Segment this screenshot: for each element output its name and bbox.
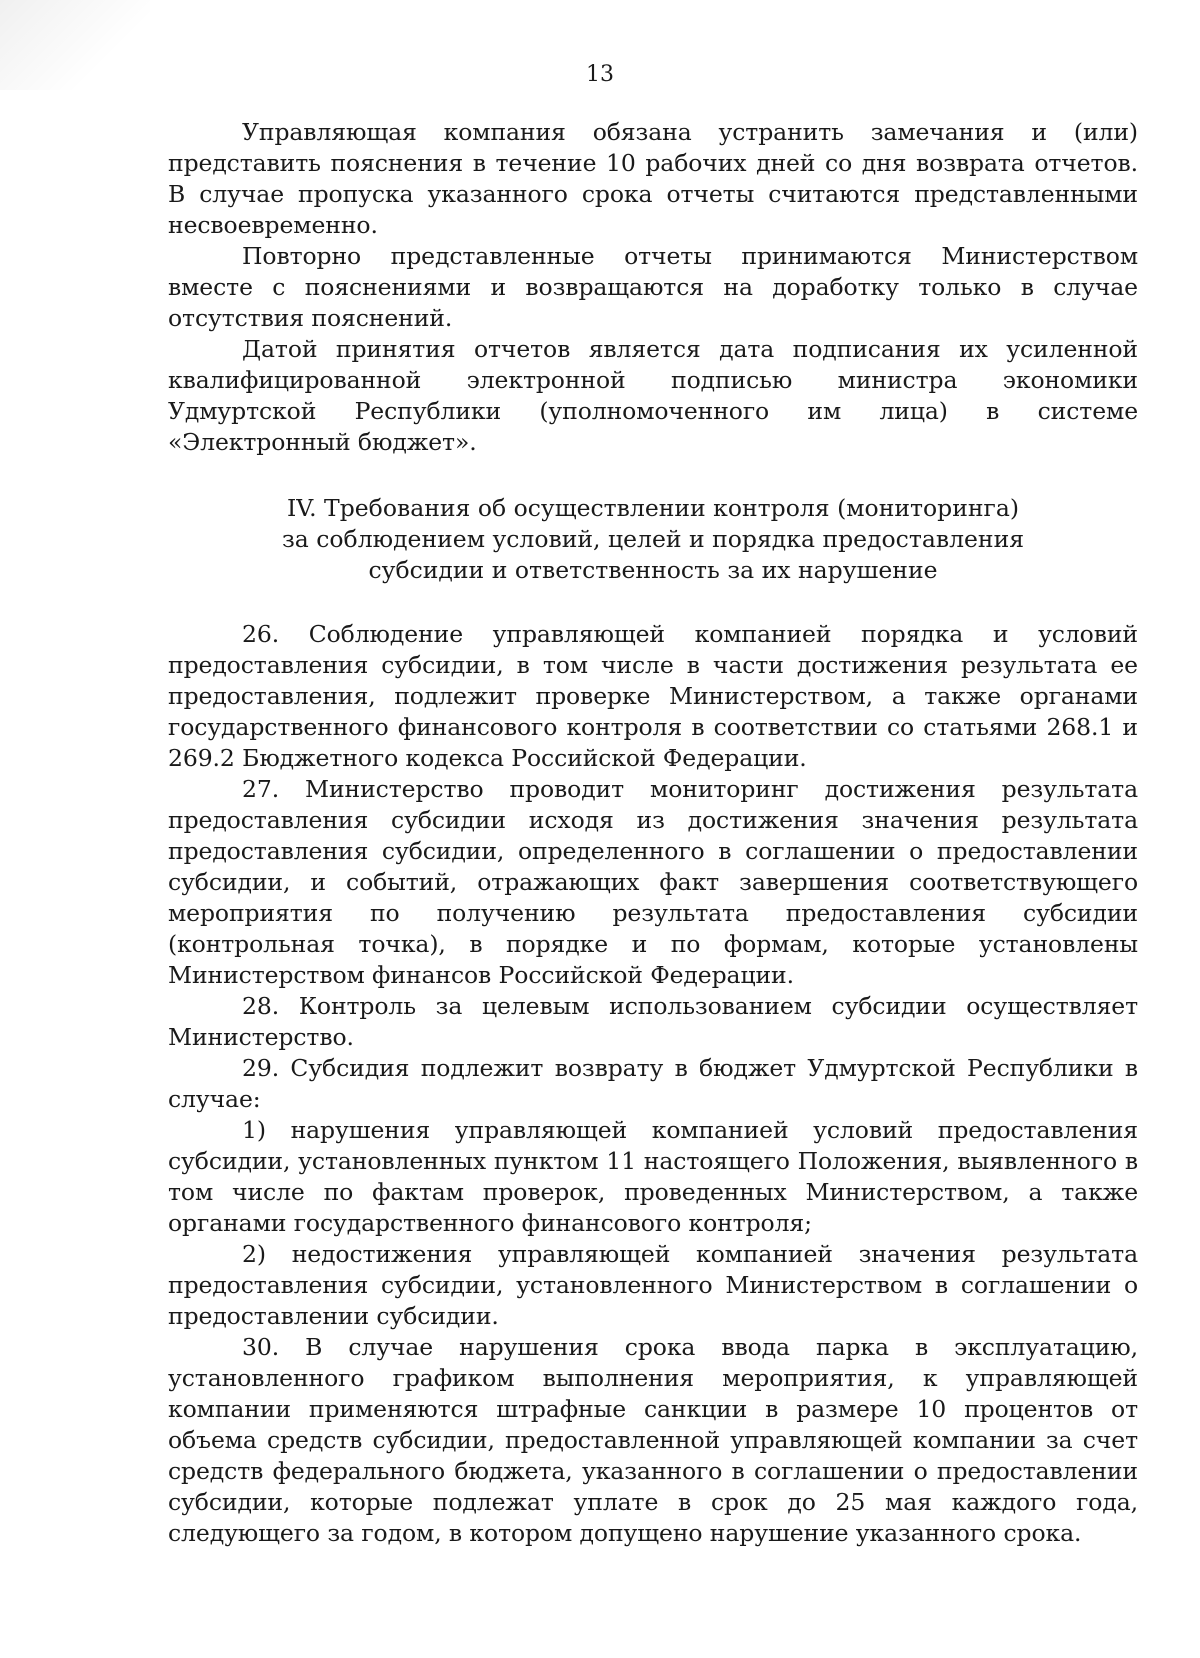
page-number: 13 <box>586 62 614 87</box>
clause-27: 27. Министерство проводит мониторинг достижения результата предоставления субсидии исходя из достижения значения результата предоставления субсидии, определенного в соглашении о предоставлении субсидии, и событий, отражающих факт завершения соответствующего мероприятия по получению результата предоставления субсидии (контрольная точка), в порядке и по формам, которые установлены Министерством финансов Российской Федерации. <box>168 775 1138 989</box>
paragraph-resubmitted-reports: Повторно представленные отчеты принимаются Министерством вместе с пояснениями и возвращаются на доработку только в случае отсутствия пояснений. <box>168 242 1138 332</box>
paragraph-acceptance-date: Датой принятия отчетов является дата подписания их усиленной квалифицированной электронной подписью министра экономики Удмуртской Республики (уполномоченного им лица) в системе «Электронный бюджет». <box>168 335 1138 456</box>
clause-29-item-1: 1) нарушения управляющей компанией условий предоставления субсидии, установленных пунктом 11 настоящего Положения, выявленного в том числе по фактам проверок, проведенных Министерством, а также органами государственного финансового контроля; <box>168 1116 1138 1237</box>
document-body <box>168 117 1138 1549</box>
paragraph-remarks-correction: Управляющая компания обязана устранить замечания и (или) представить пояснения в течение 10 рабочих дней со дня возврата отчетов. В случае пропуска указанного срока отчеты считаются представленными несвоевременно. <box>168 118 1138 239</box>
clause-29: 29. Субсидия подлежит возврату в бюджет Удмуртской Республики в случае: <box>168 1054 1138 1113</box>
clause-29-item-2: 2) недостижения управляющей компанией значения результата предоставления субсидии, установленного Министерством в соглашении о предоставлении субсидии. <box>168 1240 1138 1330</box>
section-heading-line-1: IV. Требования об осуществлении контроля (мониторинга) <box>286 494 1020 522</box>
section-heading-line-2: за соблюдением условий, целей и порядка предоставления <box>281 525 1025 553</box>
section-heading <box>168 493 1138 586</box>
clause-28: 28. Контроль за целевым использованием субсидии осуществляет Министерство. <box>168 992 1138 1051</box>
section-heading-line-3: субсидии и ответственность за их нарушение <box>368 556 938 584</box>
clause-26: 26. Соблюдение управляющей компанией порядка и условий предоставления субсидии, в том числе в части достижения результата ее предоставления, подлежит проверке Министерством, а также органами государственного финансового контроля в соответствии со статьями 268.1 и 269.2 Бюджетного кодекса Российской Федерации. <box>168 620 1138 772</box>
clause-30: 30. В случае нарушения срока ввода парка в эксплуатацию, установленного графиком выполнения мероприятия, к управляющей компании применяются штрафные санкции в размере 10 процентов от объема средств субсидии, предоставленной управляющей компании за счет средств федерального бюджета, указанного в соглашении о предоставлении субсидии, которые подлежат уплате в срок до 25 мая каждого года, следующего за годом, в котором допущено нарушение указанного срока. <box>168 1333 1138 1547</box>
